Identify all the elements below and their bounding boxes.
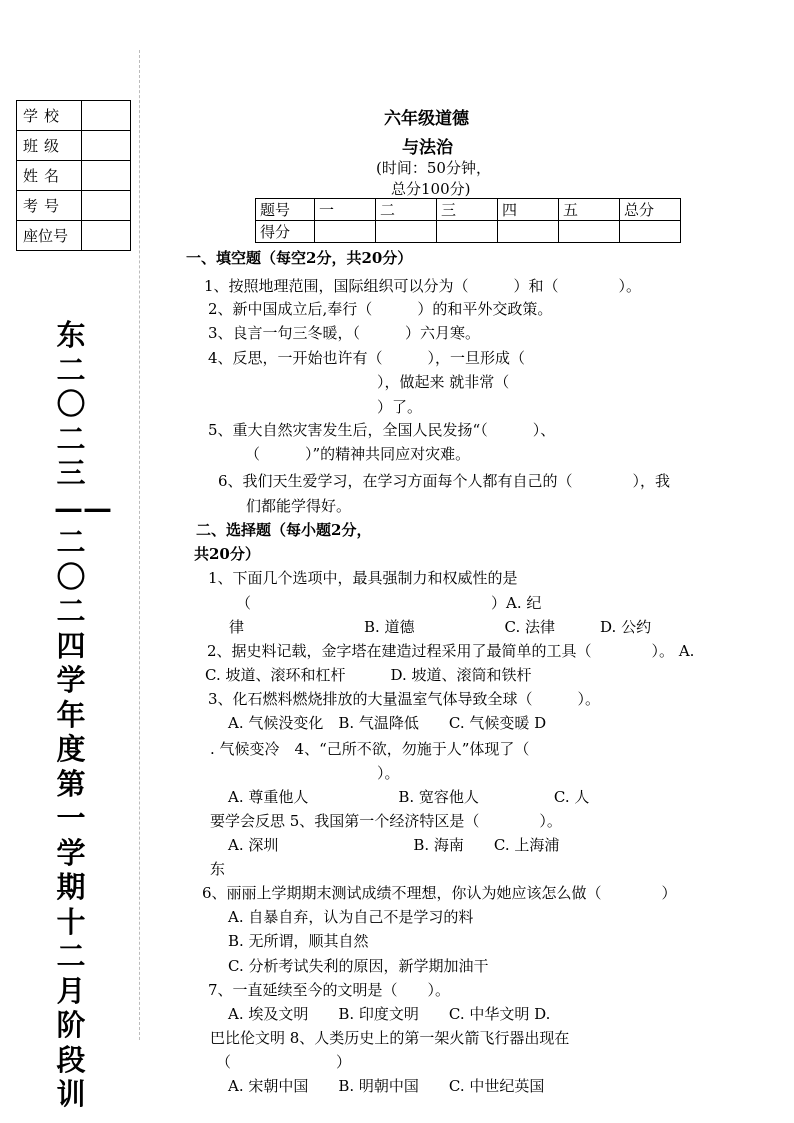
score-header-cell: 总分 [620, 199, 681, 221]
section1-heading: 一、填空题（每空2分，共20分） [186, 249, 413, 267]
question-line: 3、良言一句三冬暖，（ ）六月寒。 [208, 324, 481, 342]
exam-title-line1: 六年级道德 [384, 109, 469, 129]
section2-heading: 二、选择题（每小题2分， [196, 521, 372, 539]
score-header-cell: 二 [376, 199, 437, 221]
question-line: A. 宋朝中国 B. 明朝中国 C. 中世纪英国 [228, 1077, 545, 1095]
school-field[interactable] [82, 101, 131, 131]
question-line: 1、按照地理范围，国际组织可以分为（ ）和（ ）。 [204, 277, 642, 295]
question-line: 东 [210, 860, 226, 878]
score-cell[interactable] [315, 221, 376, 243]
score-header-cell: 题号 [256, 199, 315, 221]
question-line: 3、化石燃料燃烧排放的大量温室气体导致全球（ ）。 [208, 690, 601, 708]
question-line: A. 自暴自弃，认为自己不是学习的料 [228, 908, 474, 926]
exam-total: 总分100分) [391, 180, 471, 198]
question-line: . 气候变冷 4、“己所不欲，勿施于人”体现了（ [210, 740, 530, 758]
binding-line [139, 50, 140, 1040]
question-line: （ ）”的精神共同应对灾难。 [245, 445, 471, 463]
question-line: 7、一直延续至今的文明是（ ）。 [208, 981, 451, 999]
info-row-school [17, 101, 131, 131]
question-line: 6、我们天生爱学习，在学习方面每个人都有自己的（ ），我 [218, 472, 671, 490]
exam-title-line2: 与法治 [402, 138, 453, 158]
score-table [255, 198, 681, 243]
question-line: （ ）A. 纪 [236, 594, 542, 612]
info-row-class [17, 131, 131, 161]
exam-time: (时间：50分钟， [376, 159, 491, 177]
exam-number-field[interactable] [82, 191, 131, 221]
score-cell[interactable] [437, 221, 498, 243]
question-line: 律 B. 道德 C. 法律 D. 公约 [229, 618, 652, 636]
question-line: 5、重大自然灾害发生后，全国人民发扬“（ ）、 [208, 421, 556, 439]
info-label: 姓名 [17, 161, 82, 191]
question-line: 巴比伦文明 8、人类历史上的第一架火箭飞行器出现在 [210, 1029, 570, 1047]
question-line: 6、丽丽上学期期末测试成绩不理想，你认为她应该怎么做（ ） [202, 884, 677, 902]
question-line: A. 深圳 B. 海南 C. 上海浦 [228, 836, 560, 854]
score-header-cell: 四 [498, 199, 559, 221]
info-label: 考号 [17, 191, 82, 221]
score-header-cell: 一 [315, 199, 376, 221]
score-header-cell: 五 [559, 199, 620, 221]
question-line: C. 坡道、滚环和杠杆 D. 坡道、滚筒和铁杆 [205, 666, 532, 684]
score-cell[interactable] [559, 221, 620, 243]
question-line: 4、反思，一开始也许有（ ），一旦形成（ [208, 349, 526, 367]
question-line: 要学会反思 5、我国第一个经济特区是（ ）。 [210, 812, 562, 830]
side-title: 东二〇二三——二〇二四学年度第一学期十二月阶段训 [54, 318, 112, 1111]
question-line: B. 无所谓，顺其自然 [228, 932, 369, 950]
score-value-row [256, 221, 681, 243]
question-line: 2、据史料记载，金字塔在建造过程采用了最简单的工具（ ）。 A. [207, 642, 695, 660]
info-label: 座位号 [17, 221, 82, 251]
info-label: 学校 [17, 101, 82, 131]
question-line: C. 分析考试失利的原因，新学期加油干 [228, 957, 489, 975]
question-line: ），做起来 就非常（ [377, 373, 510, 391]
info-row-name [17, 161, 131, 191]
name-field[interactable] [82, 161, 131, 191]
score-cell[interactable] [620, 221, 681, 243]
info-row-seat [17, 221, 131, 251]
question-line: ）。 [377, 764, 400, 782]
score-header-row [256, 199, 681, 221]
score-cell[interactable] [376, 221, 437, 243]
question-line: （ ） [216, 1053, 352, 1071]
info-label: 班级 [17, 131, 82, 161]
student-info-table [16, 100, 131, 251]
question-line: A. 气候没变化 B. 气温降低 C. 气候变暖 D [228, 714, 547, 732]
question-line: 2、新中国成立后,奉行（ ）的和平外交政策。 [208, 300, 553, 318]
score-row-label: 得分 [256, 221, 315, 243]
question-line: 们都能学得好。 [246, 497, 352, 515]
question-line: 1、下面几个选项中，最具强制力和权威性的是 [208, 569, 518, 587]
question-line: A. 尊重他人 B. 宽容他人 C. 人 [228, 788, 590, 806]
section2-heading-cont: 共20分） [194, 545, 260, 563]
score-header-cell: 三 [437, 199, 498, 221]
score-cell[interactable] [498, 221, 559, 243]
class-field[interactable] [82, 131, 131, 161]
seat-field[interactable] [82, 221, 131, 251]
info-row-exam-number [17, 191, 131, 221]
question-line: ）了。 [377, 398, 423, 416]
question-line: A. 埃及文明 B. 印度文明 C. 中华文明 D. [228, 1005, 551, 1023]
